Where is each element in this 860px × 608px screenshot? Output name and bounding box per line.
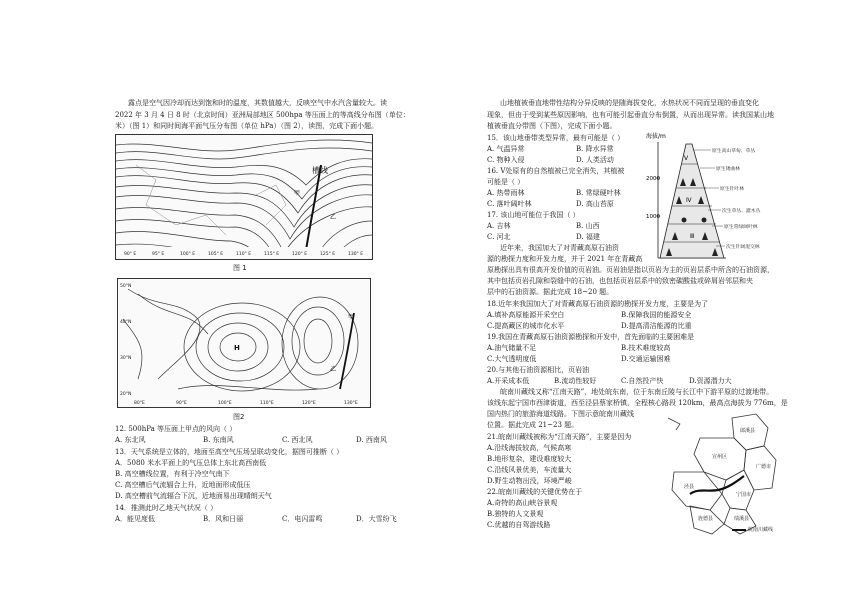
fig1-lon-tick: 115° E bbox=[264, 252, 280, 257]
city-label: 旌德县 bbox=[698, 516, 714, 522]
q18-option-a[interactable]: A.填补高原能源开采空白 bbox=[487, 311, 565, 319]
q14-option-d[interactable]: D．大雪纷飞 bbox=[356, 515, 397, 523]
q20-option-b[interactable]: B.流动性较好 bbox=[554, 377, 597, 385]
q21-option-a[interactable]: A.沿线海拔较高，气候高寒 bbox=[487, 444, 572, 452]
passage2-line-1: 近年来，我国加大了对青藏高原石油资 bbox=[500, 244, 619, 252]
fig1-lon-tick: 90° E bbox=[124, 252, 137, 257]
q15-option-a[interactable]: A. 气温异常 bbox=[487, 145, 525, 153]
vegetation-zone-figure bbox=[646, 130, 766, 264]
fig1-lon-tick: 120° E bbox=[292, 252, 308, 257]
passage2-line-5: 层中的石油资源。据此完成 18~20 题。 bbox=[487, 288, 614, 296]
passage2-line-3: 原勘探出具有很高开发价值的页岩油。页岩油是指以页岩为主的页岩层系中所含的石油资源， bbox=[487, 266, 774, 274]
q15-option-d[interactable]: D. 人类活动 bbox=[576, 156, 614, 164]
fig2-lat-tick: 20°N bbox=[120, 392, 132, 397]
right-intro-line-3: 植被垂直分带图（下图），完成下面小题。 bbox=[487, 122, 617, 130]
left-intro-line-1: 露点是空气因冷却而达到饱和时的温度，其数值越大，反映空气中水汽含量较大。读 bbox=[128, 99, 387, 107]
right-intro-line-1: 山地植被垂直地带性结构分异反映的是随海拔变化，水热状况不同而呈现的垂直变化 bbox=[500, 99, 759, 107]
q18-option-b[interactable]: B.保障我国的能源安全 bbox=[621, 311, 692, 319]
q17-stem: 17. 该山地可能位于我国（ ） bbox=[487, 211, 580, 219]
q19-option-a[interactable]: A.油气储量不足 bbox=[487, 344, 537, 352]
veg-zone-label: 原生针叶林 bbox=[720, 187, 744, 192]
fig1-lon-tick: 105° E bbox=[208, 252, 224, 257]
q18-option-d[interactable]: D.提高清洁能源的比重 bbox=[621, 322, 692, 330]
q18-stem: 18.近年来我国加大了对青藏高原石油资源的勘探开发力度，主要是为了 bbox=[487, 300, 709, 308]
veg-zone-label: 原生矮曲林 bbox=[716, 167, 740, 172]
fig2-lon-tick: 90°E bbox=[176, 401, 187, 406]
veg-roman-5: Ⅴ bbox=[684, 155, 689, 162]
right-intro-line-2: 现象，但由于受到某些原因影响，也有可能引起垂直分布倒置，从而出现异常。读我国某山地 bbox=[487, 111, 774, 119]
legend-line-swatch bbox=[732, 529, 746, 531]
passage3-line-4: 位置。据此完成 21~23 题。 bbox=[487, 421, 579, 429]
q14-option-c[interactable]: C．电闪雷鸣 bbox=[282, 515, 323, 523]
q17-option-b[interactable]: B. 山西 bbox=[576, 222, 600, 230]
fig2-lon-tick: 110°E bbox=[260, 401, 274, 406]
q16-stem-cont: 可能是（ ） bbox=[487, 178, 525, 186]
fig2-lon-tick: 100°E bbox=[218, 401, 232, 406]
figure-1-500hpa-map bbox=[115, 134, 373, 260]
q12-option-d[interactable]: D. 西南风 bbox=[356, 436, 387, 444]
left-intro-line-2: 2022 年 3 月 4 日 8 时（北京时间）亚洲局部地区 500hpa 等压面上的等高线分布图（单位： bbox=[115, 111, 410, 119]
q21-option-c[interactable]: C.沿线风景优美，车流量大 bbox=[487, 466, 572, 474]
trough-label: 槽线 bbox=[312, 166, 328, 175]
q17-option-c[interactable]: C. 河北 bbox=[487, 233, 511, 241]
point-label-jia: 甲 bbox=[294, 190, 301, 197]
city-label: 绩溪县 bbox=[734, 516, 750, 522]
q13-option-b[interactable]: B. 高空槽线位置，有利于冷空气南下 bbox=[115, 470, 230, 478]
q21-option-d[interactable]: D.野生动物出没，环境严峻 bbox=[487, 477, 572, 485]
veg-zone-label: 原生高山草甸、草丛 bbox=[712, 149, 756, 154]
q21-option-b[interactable]: B.地形复杂，建设难度较大 bbox=[487, 455, 572, 463]
fig2-lon-tick: 120°E bbox=[302, 401, 316, 406]
q22-option-b[interactable]: B.独特的人文景观 bbox=[487, 510, 544, 518]
q19-option-c[interactable]: C.大气透明度低 bbox=[487, 355, 537, 363]
q17-option-a[interactable]: A. 吉林 bbox=[487, 222, 511, 230]
q16-option-b[interactable]: B. 常绿硬叶林 bbox=[576, 189, 621, 197]
q13-stem: 13．天气系统是立体的，地面至高空气压场呈联动变化，据图可推断（ ） bbox=[115, 448, 344, 456]
figure-2-isobars bbox=[118, 279, 370, 407]
q12-option-c[interactable]: C. 西北风 bbox=[282, 436, 313, 444]
fig1-lon-tick: 95° E bbox=[152, 252, 165, 257]
point-label-yi: 乙 bbox=[330, 214, 337, 221]
figure-1-caption: 图 1 bbox=[233, 264, 247, 272]
q19-option-b[interactable]: B.技术难度较高 bbox=[621, 344, 671, 352]
figure-1-contours bbox=[116, 135, 372, 259]
q20-option-a[interactable]: A.开采成本低 bbox=[487, 377, 530, 385]
figure-2-caption: 图2 bbox=[233, 413, 245, 421]
fig2-lat-tick: 30°N bbox=[120, 356, 132, 361]
veg-zone-label: 次生草丛、灌木丛 bbox=[722, 209, 761, 214]
fig2-lon-tick: 130°E bbox=[344, 401, 358, 406]
q14-option-b[interactable]: B．风和日丽 bbox=[203, 515, 244, 523]
q20-option-c[interactable]: C.自然投产快 bbox=[621, 377, 664, 385]
passage2-line-2: 源的勘探力度和开发力度，并于 2021 年在青藏高 bbox=[487, 255, 643, 263]
q13-option-a[interactable]: A．5080 米水平面上的气压总体上东北高西南低 bbox=[115, 459, 267, 467]
city-label: 郎溪县 bbox=[740, 428, 756, 434]
passage3-line-2: 该线东起宁国市西津街道，西至泾县蔡家桥镇，全程核心路段 120km，最高点海拔为 776m，是 bbox=[487, 399, 788, 407]
q12-stem: 12. 500hPa 等压面上甲点的风向（ ） bbox=[115, 425, 237, 433]
city-label: 宁国市 bbox=[736, 492, 752, 498]
high-pressure-label: H bbox=[234, 344, 240, 352]
q18-option-c[interactable]: C.提高藏区的城市化水平 bbox=[487, 322, 565, 330]
map-legend bbox=[732, 526, 773, 533]
city-label: 广德市 bbox=[756, 464, 772, 470]
q20-stem: 20.与其他石油资源相比，页岩油 bbox=[487, 366, 590, 374]
q16-option-d[interactable]: D. 高山苔原 bbox=[576, 200, 614, 208]
passage2-line-4: 其中包括页岩孔隙和裂缝中的石油，也包括页岩层系中的致密碳酸盐或碎屑岩邻层和夹 bbox=[487, 277, 753, 285]
fig2-point-yi: 乙 bbox=[330, 366, 337, 373]
fig2-lon-tick: 80°E bbox=[134, 401, 145, 406]
fig2-lat-tick: 50°N bbox=[120, 284, 132, 289]
q14-option-a[interactable]: A．能见度低 bbox=[115, 515, 156, 523]
fig1-lon-tick: 125° E bbox=[320, 252, 336, 257]
figure-2-sea-level-pressure-map bbox=[117, 278, 371, 408]
q13-option-d[interactable]: D. 高空槽前气流辐合下沉，近地面易出现晴朗天气 bbox=[115, 492, 272, 500]
q19-option-d[interactable]: D.交通运输困难 bbox=[621, 355, 671, 363]
q20-option-d[interactable]: D.资源潜力大 bbox=[689, 377, 732, 385]
veg-roman-4: Ⅳ bbox=[686, 197, 692, 204]
q22-option-a[interactable]: A.奇特的高山峡谷景观 bbox=[487, 499, 558, 507]
vegetation-zone-diagram bbox=[646, 130, 766, 264]
q16-stem: 16. Ⅴ处原有的自然植被已完全消失，其植被 bbox=[487, 167, 625, 175]
q22-stem: 22.皖南川藏线的关键优势在于 bbox=[487, 488, 583, 496]
q12-option-a[interactable]: A. 东北风 bbox=[115, 436, 146, 444]
fig1-lon-tick: 100° E bbox=[180, 252, 196, 257]
q15-option-b[interactable]: B. 降水异常 bbox=[576, 145, 614, 153]
q15-option-c[interactable]: C. 物种入侵 bbox=[487, 156, 525, 164]
legend-label: 皖南川藏线 bbox=[748, 527, 774, 533]
city-label: 宣州区 bbox=[712, 454, 728, 460]
fig1-lon-tick: 130° E bbox=[348, 252, 364, 257]
q15-stem: 15．该山地垂带类型异常，最有可能是（ ） bbox=[487, 134, 625, 142]
veg-zone-label: 次生针阔混交林 bbox=[726, 245, 760, 250]
q22-option-c[interactable]: C.优越的自驾游线路 bbox=[487, 521, 551, 529]
veg-y-label: 海拔/m bbox=[646, 133, 666, 140]
wannan-map bbox=[660, 410, 790, 538]
fig2-lat-tick: 40°N bbox=[120, 320, 132, 325]
fig1-lon-tick: 110° E bbox=[236, 252, 252, 257]
veg-roman-3: Ⅲ bbox=[690, 233, 695, 240]
veg-zone-label: 原生常绿阔叶林 bbox=[724, 225, 758, 230]
left-intro-line-3: 米）（图 1）和同时间海平面气压分布图（单位 hPa）（图 2），读图，完成下面小题。 bbox=[115, 122, 379, 130]
q21-stem: 21.皖南川藏线被称为“江南天路”，主要是因为 bbox=[487, 433, 632, 441]
q16-option-a[interactable]: A. 热带雨林 bbox=[487, 189, 525, 197]
q12-option-b[interactable]: B. 东南风 bbox=[203, 436, 234, 444]
q19-stem: 19.我国在青藏高原石油资源勘探和开发中，首先面临的主要困难是 bbox=[487, 333, 695, 341]
q17-option-d[interactable]: D. 福建 bbox=[576, 233, 600, 241]
veg-tick-2000: 2000 bbox=[646, 176, 660, 182]
passage3-line-3: 国内热门的旅游海道线路。下图示意皖南川藏线 bbox=[487, 410, 634, 418]
city-label: 泾县 bbox=[684, 484, 695, 490]
wannan-map-figure bbox=[660, 410, 790, 538]
fig2-point-jia: 甲 bbox=[348, 314, 355, 321]
q16-option-c[interactable]: C. 落叶阔叶林 bbox=[487, 200, 532, 208]
veg-tick-1000: 1000 bbox=[646, 214, 660, 220]
q14-stem: 14．推测此时乙地天气状况（ ） bbox=[115, 504, 218, 512]
q13-option-c[interactable]: C. 高空槽后气流辐合上升，近地面形成低压 bbox=[115, 481, 251, 489]
passage3-line-1: 皖南川藏线又称“江南天路”，地处皖东南，位于东南丘陵与长江中下游平原的过渡地带。 bbox=[500, 388, 774, 396]
